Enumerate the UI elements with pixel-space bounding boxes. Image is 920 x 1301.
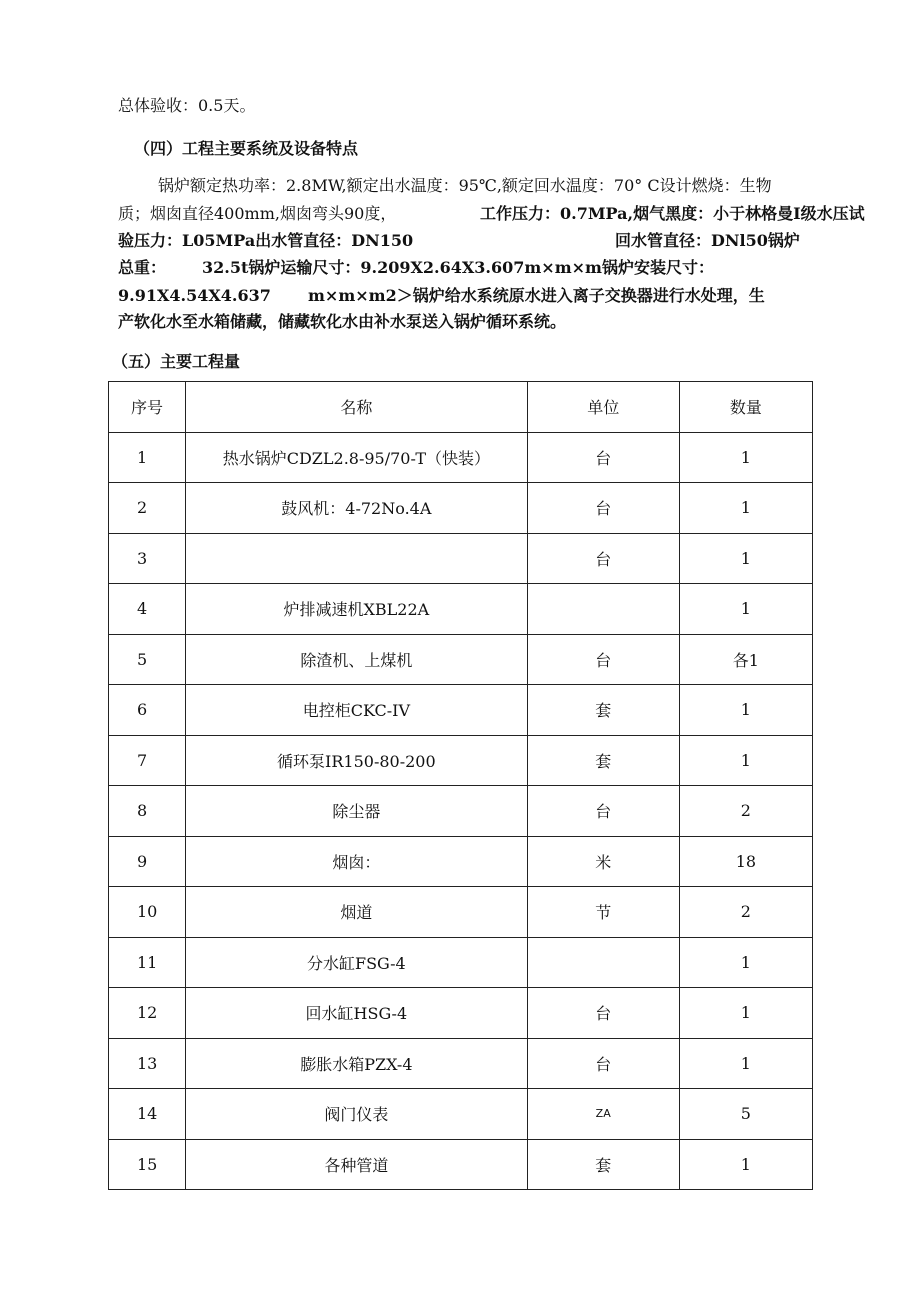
table-row xyxy=(109,937,813,988)
row-index: 15 xyxy=(109,1139,186,1190)
table-row xyxy=(109,1089,813,1140)
row-unit: 台 xyxy=(527,988,679,1039)
table-row xyxy=(109,533,813,584)
row-quantity: 18 xyxy=(679,836,812,887)
row-name: 鼓风机：4-72No.4A xyxy=(186,483,527,534)
table-header-row xyxy=(109,382,813,433)
row-index: 13 xyxy=(109,1038,186,1089)
row-index: 7 xyxy=(109,735,186,786)
line5-text-b: m×m×m2＞锅炉给水系统原水进入离子交换器进行水处理，生 xyxy=(308,286,765,305)
row-unit: 套 xyxy=(527,685,679,736)
row-name: 膨胀水箱PZX-4 xyxy=(186,1038,527,1089)
row-quantity: 1 xyxy=(679,533,812,584)
row-name: 热水锅炉CDZL2.8-95/70-T（快装） xyxy=(186,432,527,483)
table-row xyxy=(109,1139,813,1190)
table-row xyxy=(109,483,813,534)
table-row xyxy=(109,887,813,938)
row-index: 4 xyxy=(109,584,186,635)
row-name: 烟道 xyxy=(186,887,527,938)
row-quantity: 5 xyxy=(679,1089,812,1140)
row-quantity: 2 xyxy=(679,786,812,837)
row-name: 各种管道 xyxy=(186,1139,527,1190)
row-unit: ZA xyxy=(527,1089,679,1140)
row-index: 14 xyxy=(109,1089,186,1140)
row-unit: 台 xyxy=(527,432,679,483)
quantity-table xyxy=(108,381,813,1190)
table-row xyxy=(109,432,813,483)
row-quantity: 1 xyxy=(679,1139,812,1190)
table-row xyxy=(109,836,813,887)
section4-para-line6: 产软化水至水箱储藏，储藏软化水由补水泵送入锅炉循环系统。 xyxy=(118,312,567,331)
row-quantity: 2 xyxy=(679,887,812,938)
row-unit xyxy=(527,584,679,635)
section5-heading: （五）主要工程量 xyxy=(112,352,241,371)
row-index: 12 xyxy=(109,988,186,1039)
row-index: 1 xyxy=(109,432,186,483)
row-quantity: 1 xyxy=(679,937,812,988)
line3-text-a: 验压力：L05MPa出水管直径：DN150 xyxy=(118,231,414,250)
section4-para-line1: 锅炉额定热功率：2.8MW,额定出水温度：95℃,额定回水温度：70° C设计燃烧：生物 xyxy=(158,176,772,195)
row-name: 循环泵IR150-80-200 xyxy=(186,735,527,786)
row-name: 分水缸FSG-4 xyxy=(186,937,527,988)
row-quantity: 1 xyxy=(679,483,812,534)
row-index: 2 xyxy=(109,483,186,534)
row-unit: 套 xyxy=(527,735,679,786)
line2-text: 质；烟囱直径400mm,烟囱弯头90度， xyxy=(118,204,397,223)
line5-text-a: 9.91X4.54X4.637 xyxy=(118,286,271,305)
row-unit: 台 xyxy=(527,786,679,837)
table-row xyxy=(109,584,813,635)
header-name: 名称 xyxy=(186,382,527,433)
row-index: 3 xyxy=(109,533,186,584)
row-unit xyxy=(527,937,679,988)
header-unit: 单位 xyxy=(527,382,679,433)
row-index: 6 xyxy=(109,685,186,736)
row-index: 11 xyxy=(109,937,186,988)
table-row xyxy=(109,786,813,837)
row-name: 电控柜CKC-IV xyxy=(186,685,527,736)
acceptance-line: 总体验收：0.5天。 xyxy=(118,96,256,115)
table-row xyxy=(109,1038,813,1089)
row-unit: 节 xyxy=(527,887,679,938)
row-quantity: 1 xyxy=(679,988,812,1039)
row-name: 除尘器 xyxy=(186,786,527,837)
row-name xyxy=(186,533,527,584)
section4-heading: （四）工程主要系统及设备特点 xyxy=(134,139,359,158)
line2-bold-text: 工作压力：0.7MPa,烟气黑度：小于林格曼I级水压试 xyxy=(480,204,865,223)
row-unit: 台 xyxy=(527,634,679,685)
row-quantity: 1 xyxy=(679,1038,812,1089)
table-row xyxy=(109,988,813,1039)
header-quantity: 数量 xyxy=(679,382,812,433)
header-index: 序号 xyxy=(109,382,186,433)
table-row xyxy=(109,634,813,685)
row-index: 8 xyxy=(109,786,186,837)
row-index: 5 xyxy=(109,634,186,685)
row-name: 除渣机、上煤机 xyxy=(186,634,527,685)
table-row xyxy=(109,685,813,736)
row-name: 阀门仪表 xyxy=(186,1089,527,1140)
row-quantity: 1 xyxy=(679,685,812,736)
row-name: 烟囱： xyxy=(186,836,527,887)
row-index: 10 xyxy=(109,887,186,938)
row-quantity: 1 xyxy=(679,432,812,483)
row-unit: 套 xyxy=(527,1139,679,1190)
row-name: 回水缸HSG-4 xyxy=(186,988,527,1039)
table-row xyxy=(109,735,813,786)
row-quantity: 1 xyxy=(679,735,812,786)
row-name: 炉排减速机XBL22A xyxy=(186,584,527,635)
line4-text-b: 32.5t锅炉运输尺寸：9.209X2.64X3.607m×m×m锅炉安装尺寸： xyxy=(202,258,714,277)
row-unit: 米 xyxy=(527,836,679,887)
line4-text-a: 总重： xyxy=(118,258,167,277)
row-quantity: 各1 xyxy=(679,634,812,685)
row-quantity: 1 xyxy=(679,584,812,635)
row-index: 9 xyxy=(109,836,186,887)
row-unit: 台 xyxy=(527,533,679,584)
row-unit: 台 xyxy=(527,1038,679,1089)
row-unit: 台 xyxy=(527,483,679,534)
line3-text-b: 回水管直径：DNl50锅炉 xyxy=(615,231,800,250)
